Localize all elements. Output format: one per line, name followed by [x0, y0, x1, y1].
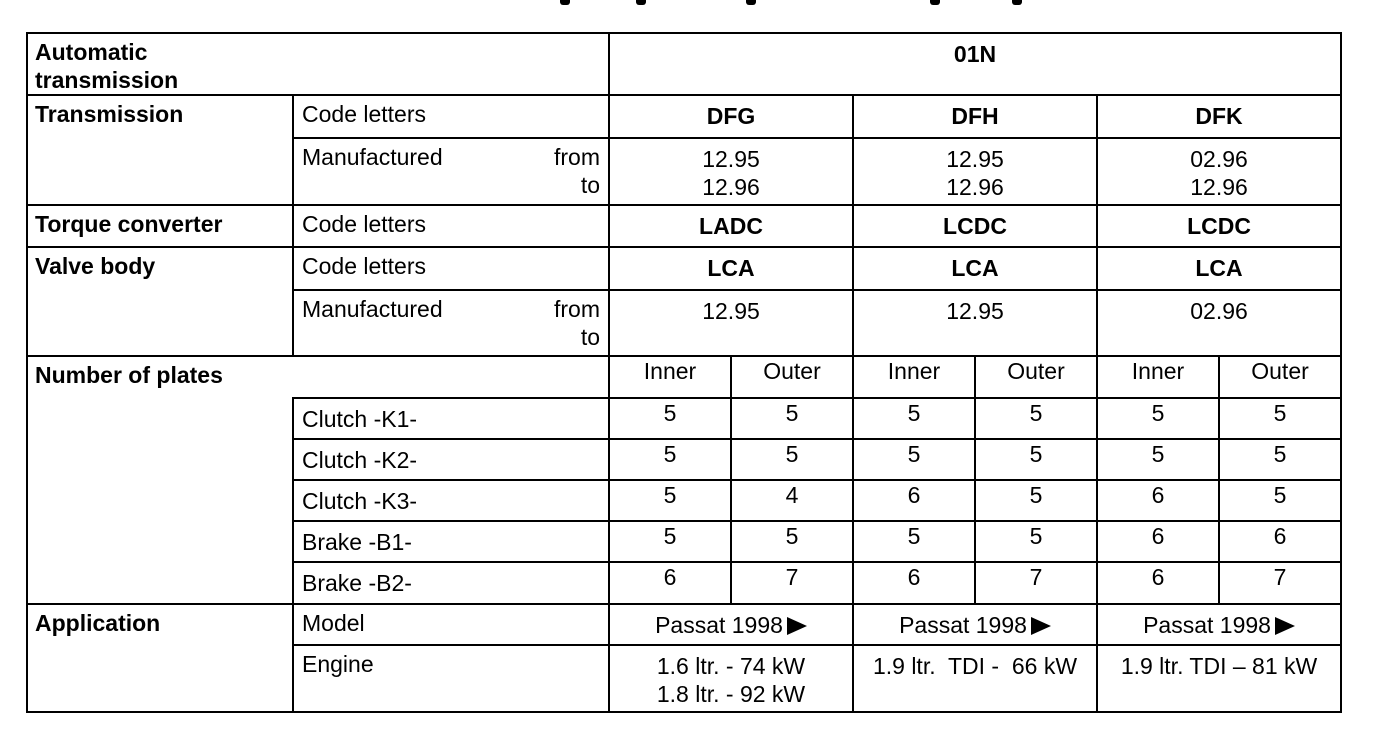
plate-count: 5 [609, 398, 731, 439]
plate-count: 6 [1097, 562, 1219, 604]
from-label: from [554, 144, 600, 170]
plate-count: 5 [853, 439, 975, 480]
valve-body-code: LCA [1097, 247, 1341, 290]
plate-count: 5 [975, 480, 1097, 521]
manufactured-label: Manufactured [302, 144, 443, 170]
header-row [27, 33, 1341, 95]
plate-count: 7 [1219, 562, 1341, 604]
section-transmission: Transmission [27, 95, 293, 138]
plate-count: 6 [1219, 521, 1341, 562]
manufactured-from: 02.96 [1097, 290, 1341, 356]
valve-body-code: LCA [609, 247, 853, 290]
code-letters-label: Code letters [293, 205, 609, 247]
plate-row [27, 480, 1341, 521]
plate-row [27, 521, 1341, 562]
model-name: Passat 1998 [899, 612, 1027, 638]
valve-body-code-row [27, 247, 1341, 290]
plate-count: 6 [853, 480, 975, 521]
manufactured-to: 12.96 [702, 174, 760, 200]
engine-spec: 1.9 ltr. TDI – 81 kW [1097, 645, 1341, 712]
plate-row-label: Clutch -K1- [293, 398, 609, 439]
plate-count: 6 [609, 562, 731, 604]
application-engine-row [27, 645, 1341, 712]
plates-header-row [27, 356, 1341, 398]
engine-spec: 1.9 ltr. TDI - 66 kW [853, 645, 1097, 712]
transmission-code: DFK [1097, 95, 1341, 138]
torque-converter-code: LCDC [853, 205, 1097, 247]
plate-count: 7 [975, 562, 1097, 604]
plate-count: 5 [609, 439, 731, 480]
manufactured-from: 12.95 [853, 290, 1097, 356]
arrow-right-icon [1275, 617, 1295, 635]
plate-row-label: Brake -B1- [293, 521, 609, 562]
valve-body-code: LCA [853, 247, 1097, 290]
torque-converter-row [27, 205, 1341, 247]
manufactured-from: 12.95 [946, 146, 1004, 172]
plate-count: 5 [853, 398, 975, 439]
valve-body-manufactured-row [27, 290, 1341, 356]
transmission-manufactured-row [27, 138, 1341, 205]
transmission-code: DFG [609, 95, 853, 138]
engine-spec: 1.6 ltr. - 74 kW [656, 653, 806, 679]
model-label: Model [293, 604, 609, 645]
plate-count: 5 [1219, 480, 1341, 521]
plate-count: 7 [731, 562, 853, 604]
plate-count: 5 [1097, 439, 1219, 480]
plate-count: 5 [731, 398, 853, 439]
inner-header: Inner [609, 356, 731, 398]
inner-header: Inner [1097, 356, 1219, 398]
from-label: from [554, 296, 600, 322]
cropped-heading-fragment [560, 0, 1030, 6]
section-application: Application [27, 604, 293, 645]
manufactured-from: 12.95 [702, 146, 760, 172]
plate-row-label: Clutch -K2- [293, 439, 609, 480]
plate-count: 5 [1219, 398, 1341, 439]
plate-row [27, 439, 1341, 480]
plate-count: 5 [731, 521, 853, 562]
plate-count: 5 [975, 398, 1097, 439]
outer-header: Outer [975, 356, 1097, 398]
code-letters-label: Code letters [293, 247, 609, 290]
code-letters-label: Code letters [293, 95, 609, 138]
plate-row-label: Clutch -K3- [293, 480, 609, 521]
plate-count: 5 [1097, 398, 1219, 439]
manufactured-from: 02.96 [1190, 146, 1248, 172]
engine-label: Engine [293, 645, 609, 712]
transmission-type: 01N [609, 33, 1341, 95]
torque-converter-code: LCDC [1097, 205, 1341, 247]
outer-header: Outer [731, 356, 853, 398]
plate-count: 6 [853, 562, 975, 604]
manufactured-label: Manufactured [302, 296, 443, 322]
transmission-code-row [27, 95, 1341, 138]
torque-converter-code: LADC [609, 205, 853, 247]
engine-spec: 1.8 ltr. - 92 kW [656, 681, 806, 707]
plate-count: 5 [1219, 439, 1341, 480]
transmission-code: DFH [853, 95, 1097, 138]
section-torque-converter: Torque converter [27, 205, 293, 247]
plate-count: 6 [1097, 521, 1219, 562]
model-name: Passat 1998 [655, 612, 783, 638]
header-label: Automatic transmission [27, 33, 293, 95]
to-label: to [580, 172, 600, 198]
transmission-spec-table [26, 32, 1342, 713]
arrow-right-icon [787, 617, 807, 635]
manufactured-to: 12.96 [946, 174, 1004, 200]
plate-count: 6 [1097, 480, 1219, 521]
section-number-of-plates: Number of plates [27, 356, 293, 398]
section-valve-body: Valve body [27, 247, 293, 290]
plate-row [27, 562, 1341, 604]
plate-count: 4 [731, 480, 853, 521]
plate-count: 5 [853, 521, 975, 562]
plate-count: 5 [609, 521, 731, 562]
plate-count: 5 [975, 521, 1097, 562]
manufactured-to: 12.96 [1190, 174, 1248, 200]
plate-count: 5 [975, 439, 1097, 480]
outer-header: Outer [1219, 356, 1341, 398]
arrow-right-icon [1031, 617, 1051, 635]
application-model-row [27, 604, 1341, 645]
plate-count: 5 [609, 480, 731, 521]
inner-header: Inner [853, 356, 975, 398]
to-label: to [580, 324, 600, 350]
plate-count: 5 [731, 439, 853, 480]
manufactured-from: 12.95 [609, 290, 853, 356]
plate-row-label: Brake -B2- [293, 562, 609, 604]
model-name: Passat 1998 [1143, 612, 1271, 638]
plate-row [27, 398, 1341, 439]
